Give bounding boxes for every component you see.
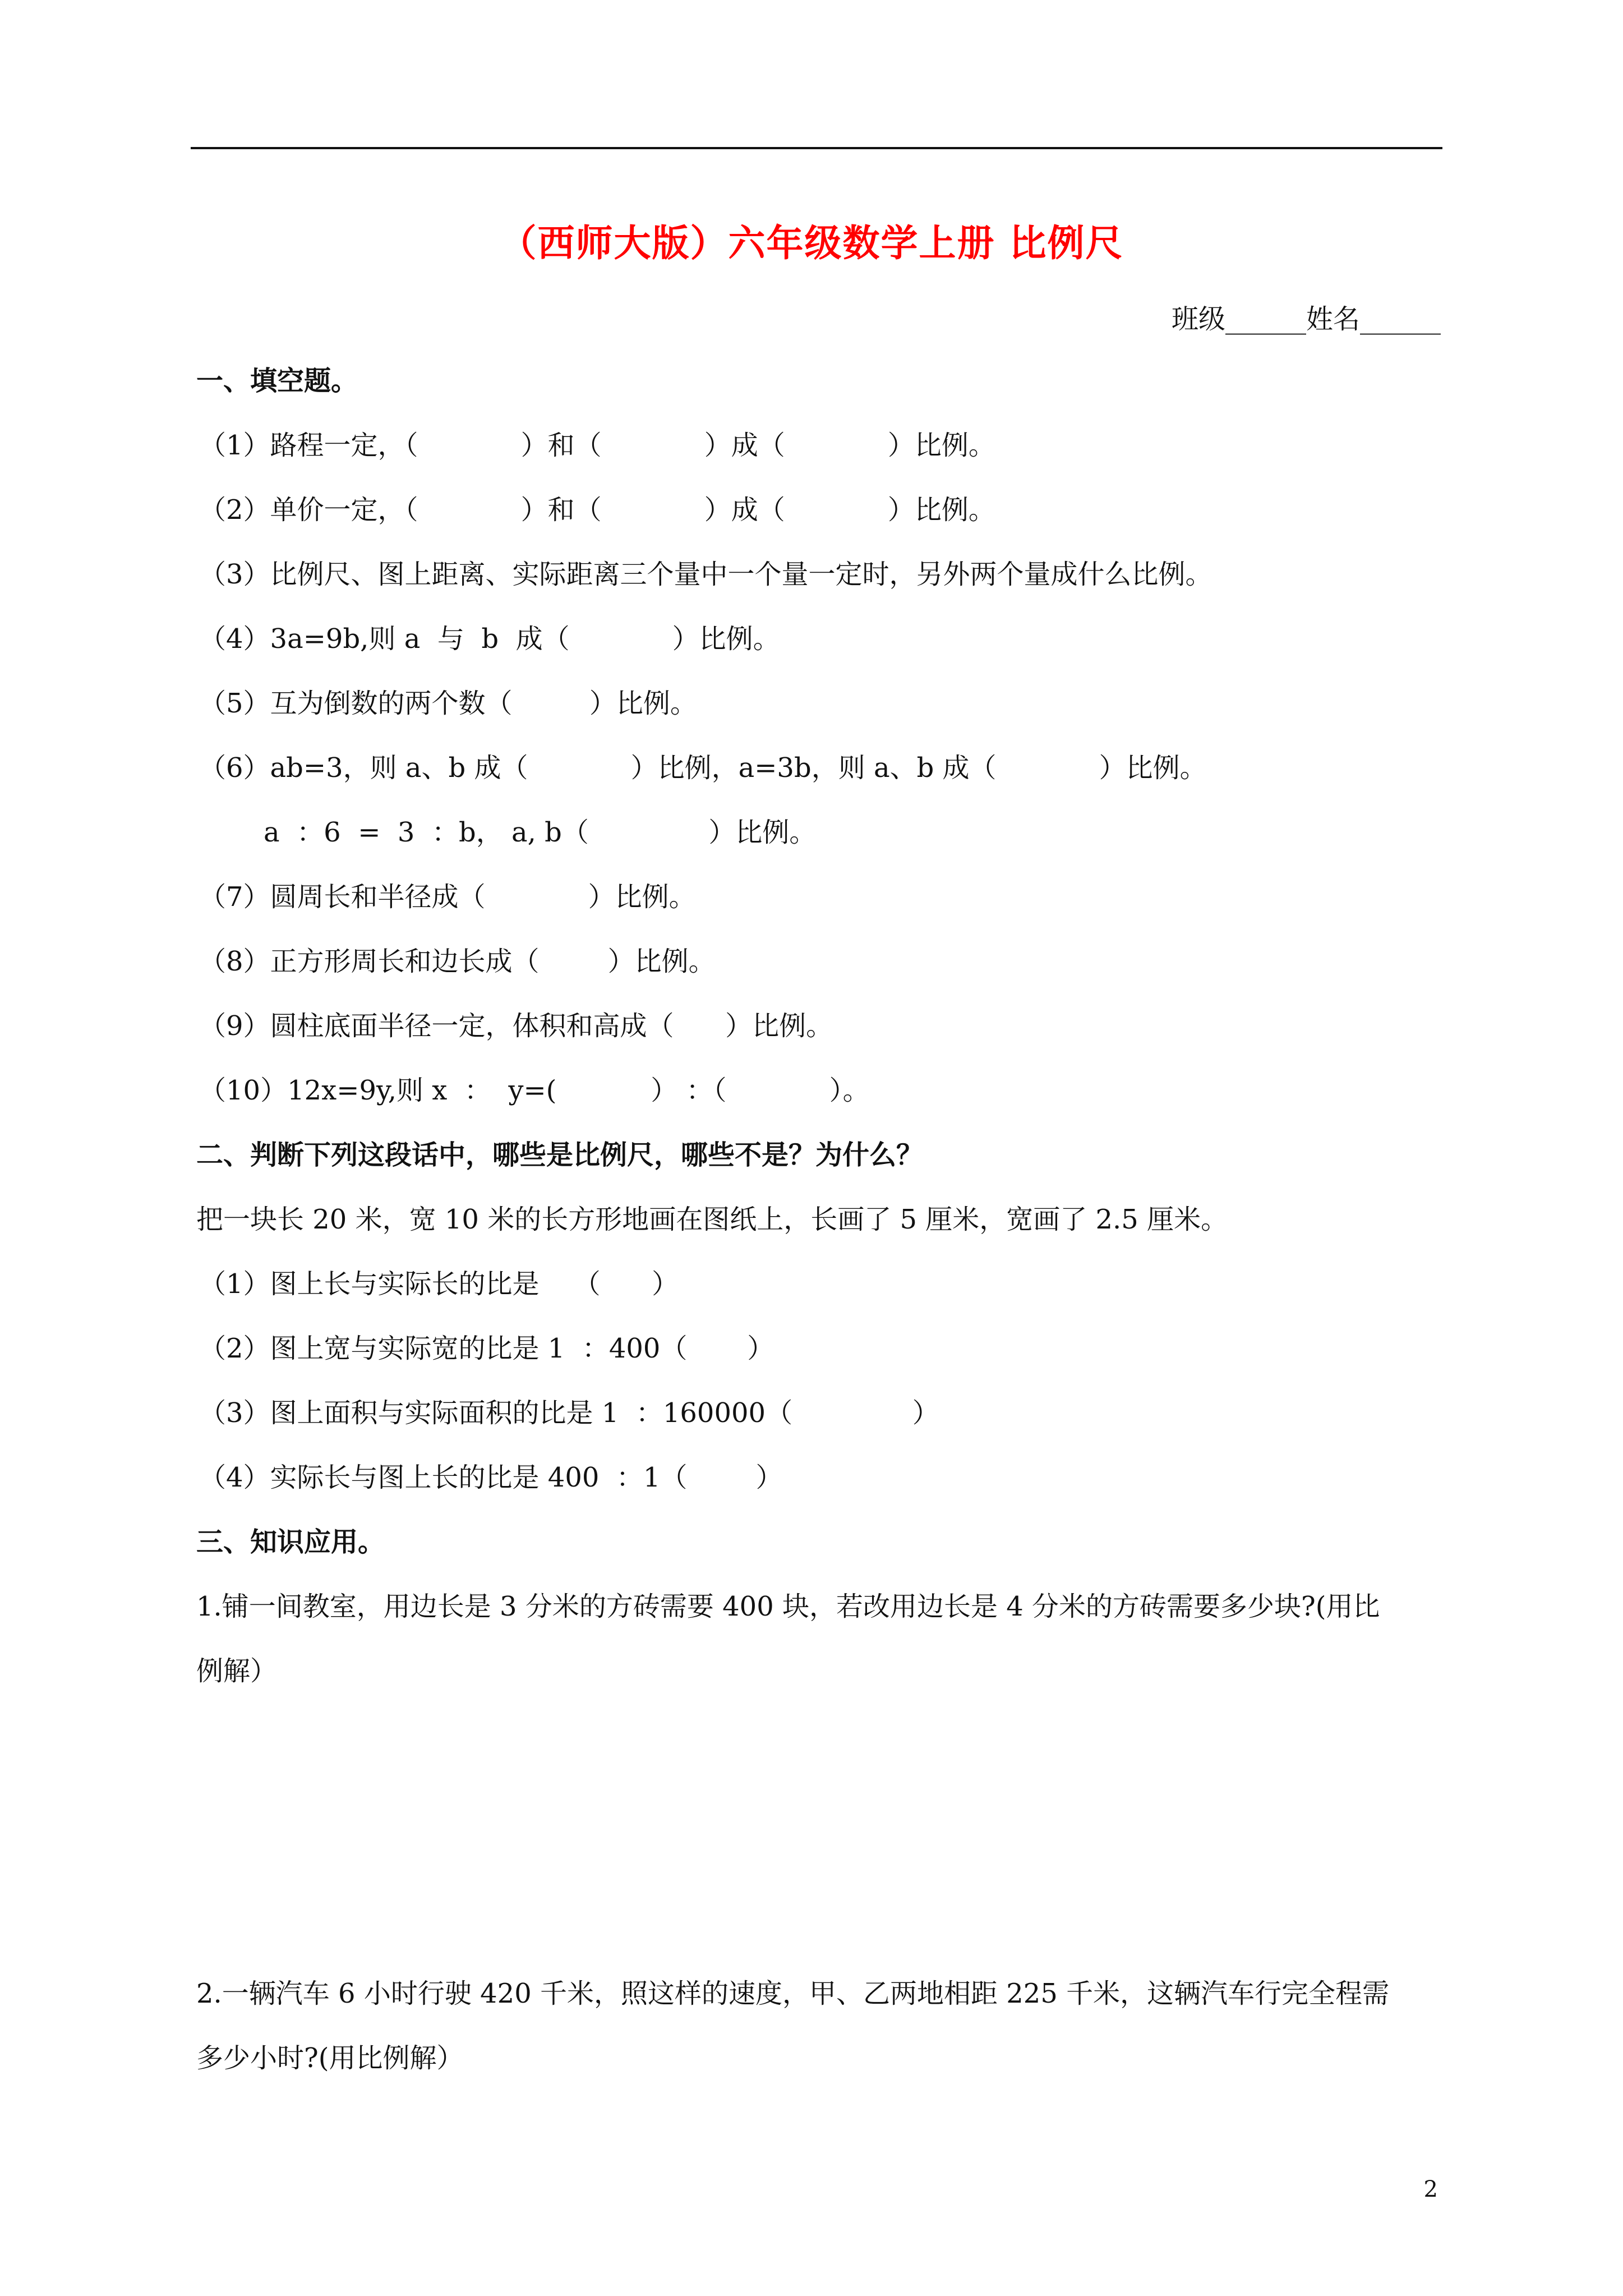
- question-1-1: （1）路程一定，（ ）和（ ）成（ ）比例。: [199, 430, 995, 461]
- question-2-2: （2）图上宽与实际宽的比是 1 ：400（ ）: [199, 1333, 774, 1364]
- page-title: （西师大版）六年级数学上册 比例尺: [499, 221, 1124, 265]
- question-3-1-line1: 1.铺一间教室，用边长是 3 分米的方砖需要 400 块，若改用边长是 4 分米的方砖需要多少块?(用比: [196, 1591, 1380, 1622]
- section1-heading: 一、填空题。: [196, 365, 358, 397]
- question-1-7: （7）圆周长和半径成（ ）比例。: [199, 881, 696, 913]
- section2-intro: 把一块长 20 米，宽 10 米的长方形地画在图纸上，长画了 5 厘米，宽画了 2.5 厘米。: [196, 1204, 1228, 1235]
- question-1-5: （5）互为倒数的两个数（ ）比例。: [199, 688, 697, 719]
- question-1-6b: a ：6 = 3 ：b， a, b（ ）比例。: [264, 817, 817, 848]
- question-1-10: （10）12x=9y,则 x ： y=( ） ：（ ）。: [199, 1075, 870, 1106]
- question-1-8: （8）正方形周长和边长成（ ）比例。: [199, 946, 716, 977]
- question-3-2-line1: 2.一辆汽车 6 小时行驶 420 千米，照这样的速度，甲、乙两地相距 225 千米，这辆汽车行完全程需: [196, 1978, 1390, 2009]
- question-1-9: （9）圆柱底面半径一定，体积和高成（ ）比例。: [199, 1010, 833, 1042]
- class-name-fields: 班级______姓名______: [1171, 303, 1441, 335]
- question-2-1: （1）图上长与实际长的比是 （ ）: [199, 1268, 679, 1300]
- question-3-2-line2: 多少小时?(用比例解）: [196, 2042, 464, 2074]
- question-3-1-line2: 例解）: [196, 1655, 278, 1687]
- header-rule: [191, 147, 1442, 149]
- question-2-3: （3）图上面积与实际面积的比是 1 ：160000（ ）: [199, 1397, 939, 1429]
- question-1-4: （4）3a=9b,则 a 与 b 成（ ）比例。: [199, 623, 780, 655]
- question-1-3: （3）比例尺、图上距离、实际距离三个量中一个量一定时，另外两个量成什么比例。: [199, 559, 1212, 590]
- question-2-4: （4）实际长与图上长的比是 400 ：1（ ）: [199, 1462, 783, 1493]
- section3-heading: 三、知识应用。: [196, 1526, 385, 1558]
- question-1-6: （6）ab=3，则 a、b 成（ ）比例，a=3b，则 a、b 成（ ）比例。: [199, 752, 1207, 784]
- page-number: 2: [1423, 2177, 1438, 2202]
- question-1-2: （2）单价一定，（ ）和（ ）成（ ）比例。: [199, 494, 995, 526]
- section2-heading: 二、判断下列这段话中，哪些是比例尺，哪些不是？为什么？: [196, 1139, 924, 1171]
